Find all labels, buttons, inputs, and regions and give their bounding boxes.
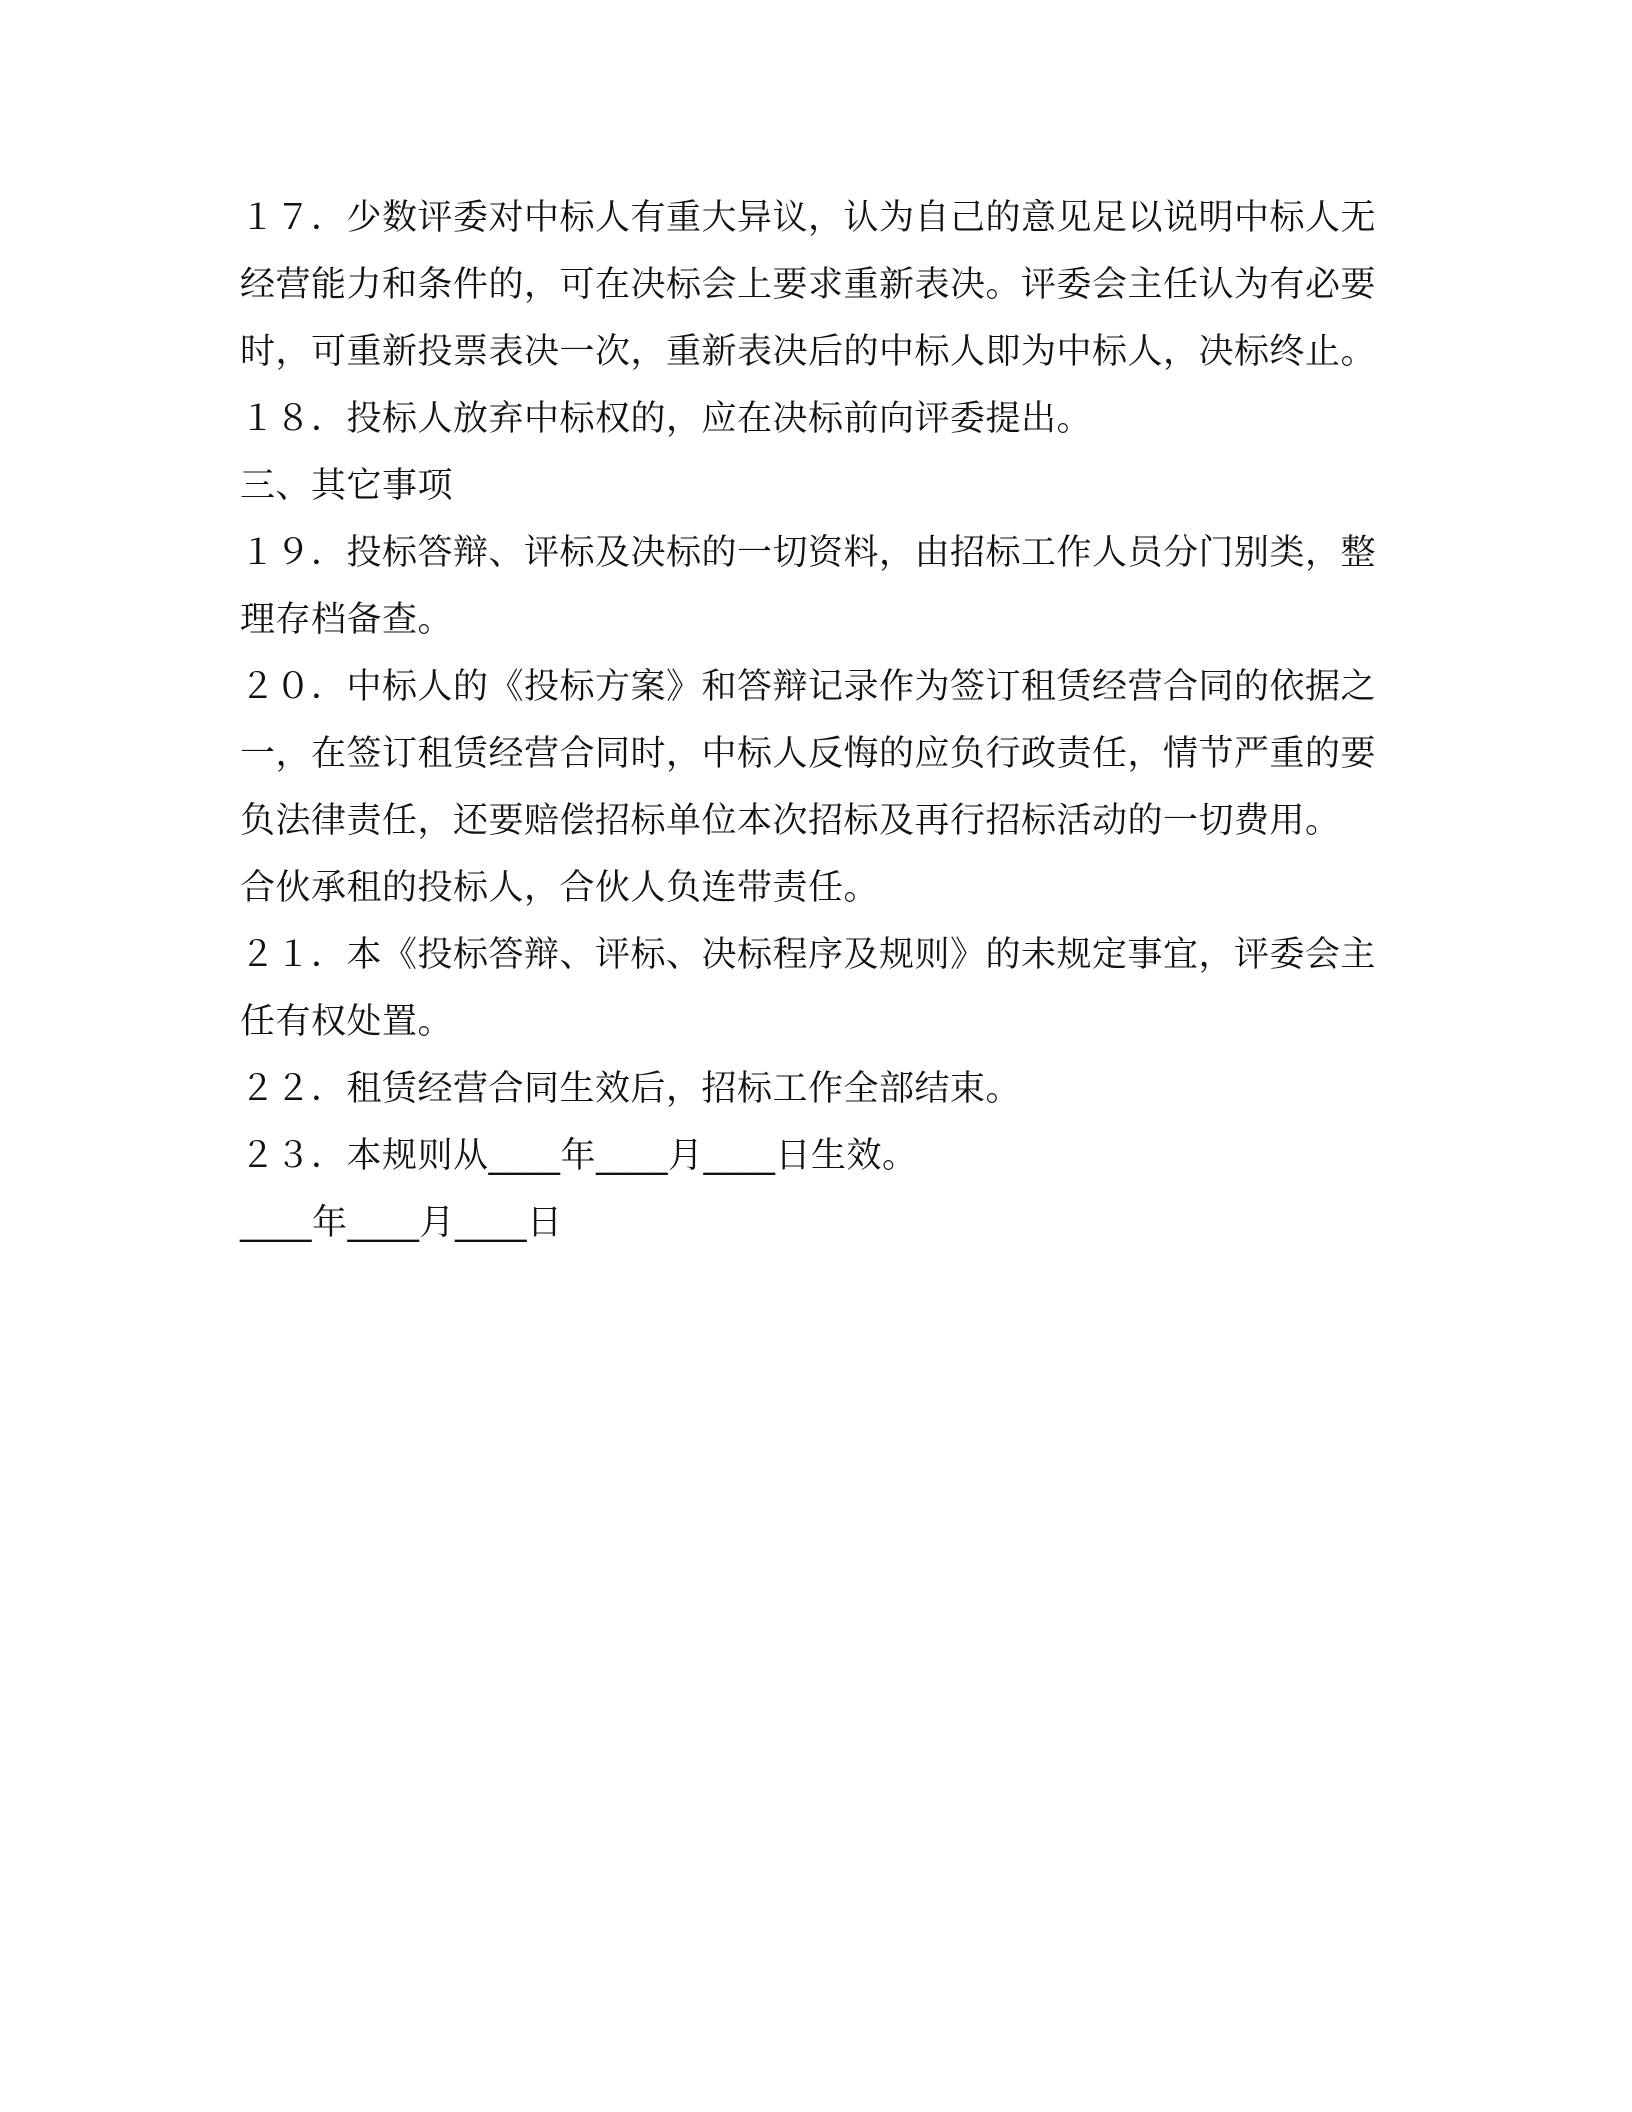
section-heading-other-matters: 三、其它事项 xyxy=(240,466,454,506)
paragraph-17: １７．少数评委对中标人有重大异议，认为自己的意见足以说明中标人无经营能力和条件的，可在决标会上要求重新表决。评委会主任认为有必要时，可重新投票表决一次，重新表决后的中标人即为中标人，决标终止。 xyxy=(240,198,1377,372)
paragraph-20: ２０．中标人的《投标方案》和答辩记录作为签订租赁经营合同的依据之一，在签订租赁经营合同时，中标人反悔的应负行政责任，情节严重的要负法律责任，还要赔偿招标单位本次招标及再行招标活动的一切费用。 xyxy=(240,667,1377,841)
paragraph-18: １８．投标人放弃中标权的，应在决标前向评委提出。 xyxy=(240,399,1093,439)
document-page xyxy=(240,185,1390,1257)
paragraph-partnership: 合伙承租的投标人，合伙人负连带责任。 xyxy=(240,868,880,908)
paragraph-23: ２３．本规则从____年____月____日生效。 xyxy=(240,1136,918,1176)
paragraph-19: １９．投标答辩、评标及决标的一切资料，由招标工作人员分门别类，整理存档备查。 xyxy=(240,533,1377,640)
paragraph-22: ２２．租赁经营合同生效后，招标工作全部结束。 xyxy=(240,1069,1022,1109)
paragraph-21: ２１．本《投标答辩、评标、决标程序及规则》的未规定事宜，评委会主任有权处置。 xyxy=(240,935,1377,1042)
date-line: ____年____月____日 xyxy=(240,1203,563,1243)
